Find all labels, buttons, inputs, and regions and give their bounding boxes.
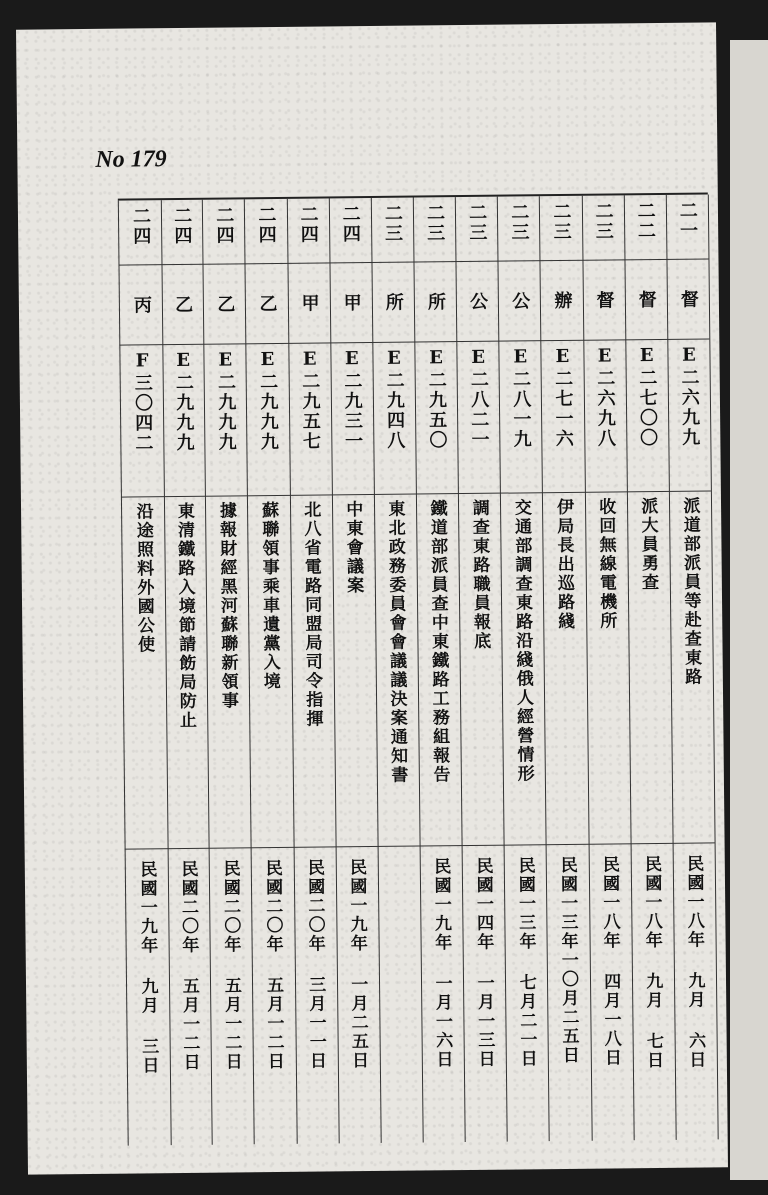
entry-office: 公 [509, 291, 531, 312]
entry-office: 公 [466, 291, 489, 312]
entry-office: 督 [593, 290, 615, 311]
entry-date [399, 858, 402, 1138]
entry-office: 甲 [298, 293, 320, 314]
entry-subject: 東清鐵路入境節請飭局防止 [173, 501, 197, 731]
entry-day: 二四 [129, 206, 152, 247]
entry-subject: 沿途照料外國公使 [132, 502, 155, 655]
document-page [16, 22, 728, 1174]
entry-day: 二三 [550, 201, 572, 243]
entry-code: E二六九九 [678, 344, 701, 448]
entry-date: 民國一九年 一月一六日 [430, 857, 453, 1070]
entry-code: E二六九八 [593, 345, 617, 449]
entry-day: 二三 [592, 201, 614, 242]
entry-day: 二四 [213, 205, 235, 246]
entry-date: 民國一三年一〇月二五日 [556, 855, 579, 1066]
entry-code: E二九三一 [341, 348, 364, 452]
entry-code: E二九九九 [256, 348, 279, 453]
entry-office: 乙 [214, 294, 236, 315]
entry-date: 民國一三年 七月二一日 [514, 856, 537, 1069]
entry-code: E二七〇〇 [636, 345, 659, 449]
entry-day: 二三 [381, 203, 404, 244]
entry-subject: 北八省電路同盟局司令指揮 [300, 500, 323, 729]
entry-code: E二九五七 [299, 348, 322, 452]
entry-day: 二四 [297, 204, 319, 245]
entry-date: 民國二〇年 三月一一日 [303, 858, 327, 1071]
entry-office: 丙 [130, 295, 153, 316]
entry-subject: 交通部調查東路沿綫俄人經營情形 [510, 498, 534, 784]
entry-subject: 調查東路職員報底 [468, 498, 491, 651]
entry-office: 所 [424, 292, 447, 313]
entry-day: 二三 [423, 203, 446, 244]
adjacent-page-edge [730, 40, 768, 1180]
entry-date: 民國一九年 九月 三日 [136, 860, 159, 1076]
entry-code: E二九四八 [383, 347, 406, 451]
entry-day: 二四 [171, 205, 193, 247]
entry-date: 民國二〇年 五月一二日 [261, 858, 284, 1072]
entry-subject: 派道部派員等赴查東路 [679, 496, 702, 687]
entry-code: F三〇四二 [131, 350, 154, 454]
entry-code: E二九九九 [172, 349, 195, 454]
entry-date: 民國二〇年 五月一二日 [219, 859, 242, 1072]
entry-day: 二二 [634, 201, 657, 242]
entry-subject: 中東會議案 [342, 500, 364, 596]
page-number: No 179 [95, 146, 167, 173]
entry-office: 督 [635, 290, 657, 311]
entry-office: 甲 [340, 293, 362, 314]
entry-date: 民國一八年 九月 七日 [640, 854, 664, 1071]
entry-code: E二八二一 [467, 346, 490, 450]
entry-date: 民國一八年 九月 六日 [683, 854, 706, 1070]
entry-day: 二三 [466, 202, 488, 243]
entry-date: 民國一八年 四月一八日 [598, 855, 622, 1068]
entry-subject: 蘇聯領事乘車遺黨入境 [257, 500, 280, 692]
entry-office: 所 [382, 292, 404, 313]
entry-day: 二四 [339, 204, 362, 245]
entry-date: 民國一九年 一月二五日 [345, 858, 369, 1071]
entry-subject: 收回無線電機所 [595, 497, 617, 631]
entry-code: E二九五〇 [425, 347, 448, 451]
entry-code: E二七一六 [551, 345, 574, 450]
entry-day: 二三 [508, 202, 530, 243]
entry-subject: 據報財經黑河蘇聯新領事 [215, 501, 239, 711]
entry-office: 督 [677, 289, 699, 310]
entry-day: 二四 [255, 204, 277, 246]
entry-day: 二一 [676, 200, 699, 241]
entry-office: 乙 [172, 294, 194, 316]
entry-subject: 東北政務委員會會議議決案通知書 [384, 499, 408, 785]
entry-office: 辦 [551, 290, 573, 312]
entry-code: E二八一九 [509, 346, 532, 450]
entry-subject: 鐵道部派員查中東鐵路工務組報告 [426, 499, 450, 785]
entry-date: 民國二〇年 五月一二日 [177, 859, 200, 1073]
entry-date: 民國一四年 一月一三日 [472, 856, 495, 1069]
entry-subject: 派大員勇查 [637, 497, 659, 593]
entry-subject: 伊局長出巡路綫 [552, 497, 575, 632]
entry-code: E二九九九 [214, 349, 237, 453]
entry-office: 乙 [256, 293, 278, 315]
register-table [118, 192, 718, 1145]
